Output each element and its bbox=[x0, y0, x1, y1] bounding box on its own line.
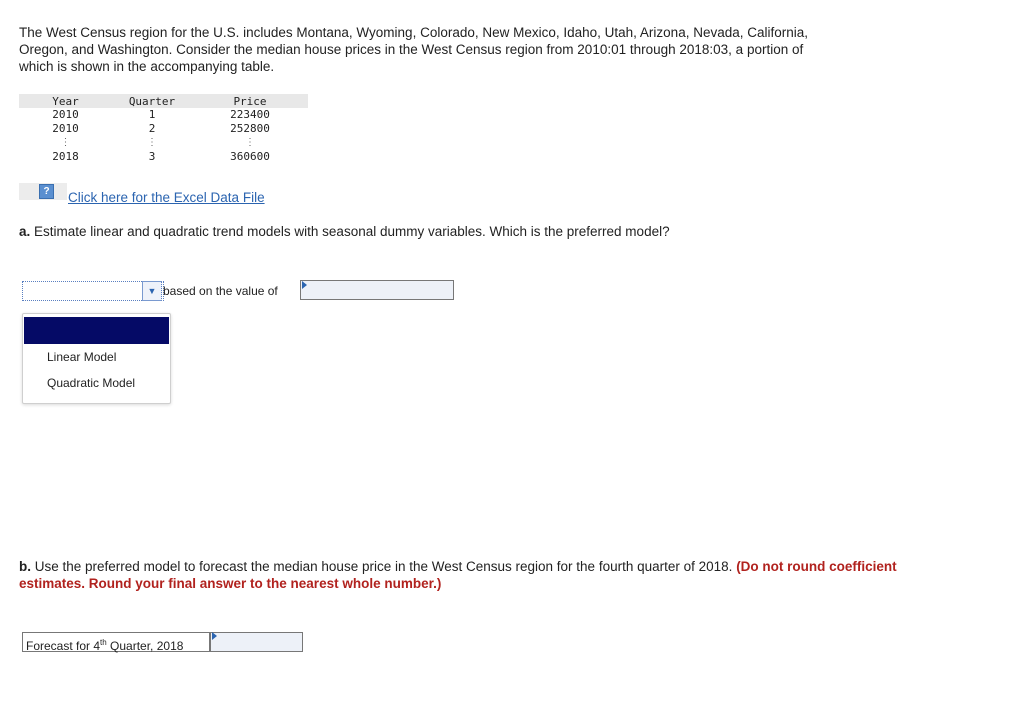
excel-data-file-link[interactable]: Click here for the Excel Data File bbox=[68, 190, 265, 205]
table-row bbox=[19, 122, 308, 136]
question-b-label: b. bbox=[19, 559, 31, 574]
cell-year: 2010 bbox=[52, 108, 79, 121]
intro-line-2: Oregon, and Washington. Consider the median house prices in the West Census region from 2010:01 through 2018:03, a portion of bbox=[19, 42, 804, 57]
dropdown-option-blank[interactable] bbox=[24, 317, 169, 344]
input-marker-icon bbox=[302, 281, 307, 289]
question-a-text: Estimate linear and quadratic trend models with seasonal dummy variables. Which is the preferred model? bbox=[34, 224, 670, 239]
forecast-label-suffix: Quarter, 2018 bbox=[106, 639, 184, 653]
question-b bbox=[19, 558, 919, 592]
cell-year: 2018 bbox=[52, 150, 79, 163]
question-a-label: a. bbox=[19, 224, 31, 239]
help-box[interactable] bbox=[19, 183, 67, 200]
question-b-instruction: (Do not round coefficient estimates. Round your final answer to the nearest whole number.) bbox=[19, 559, 897, 591]
input-marker-icon bbox=[212, 632, 217, 640]
question-a bbox=[19, 224, 670, 239]
question-b-text: Use the preferred model to forecast the median house price in the West Census region for the fourth quarter of 2018. bbox=[34, 559, 733, 574]
forecast-label-sup: th bbox=[100, 638, 107, 647]
table-row bbox=[19, 150, 308, 164]
criterion-input[interactable] bbox=[300, 280, 454, 300]
cell-year: 2010 bbox=[52, 122, 79, 135]
dropdown-option-linear[interactable]: Linear Model bbox=[47, 350, 117, 364]
forecast-label-prefix: Forecast for 4 bbox=[26, 639, 101, 653]
cell-quarter: 2 bbox=[148, 122, 156, 135]
forecast-label bbox=[22, 632, 210, 652]
header-quarter: Quarter bbox=[112, 94, 192, 108]
cell-price: 223400 bbox=[230, 108, 270, 121]
dropdown-arrow-icon[interactable]: ▼ bbox=[142, 281, 162, 301]
cell-price: 360600 bbox=[230, 150, 270, 163]
header-price: Price bbox=[192, 94, 308, 108]
cell-vdots: ⋮ bbox=[245, 137, 255, 148]
dropdown-menu bbox=[22, 313, 171, 404]
table-row bbox=[19, 108, 308, 122]
intro-line-3: which is shown in the accompanying table. bbox=[19, 59, 275, 74]
cell-vdots: ⋮ bbox=[60, 137, 71, 148]
problem-intro bbox=[19, 24, 899, 75]
table-header-row bbox=[19, 94, 308, 108]
table-row-ellipsis bbox=[19, 136, 308, 150]
intro-line-1: The West Census region for the U.S. includes Montana, Wyoming, Colorado, New Mexico, Idaho, Utah, Arizona, Nevada, California, bbox=[19, 25, 809, 40]
cell-vdots: ⋮ bbox=[147, 137, 157, 148]
cell-price: 252800 bbox=[230, 122, 270, 135]
cell-quarter: 1 bbox=[148, 108, 156, 121]
help-icon[interactable]: ? bbox=[39, 184, 54, 199]
based-on-label: based on the value of bbox=[163, 284, 278, 298]
data-table bbox=[19, 94, 308, 164]
dropdown-option-quadratic[interactable]: Quadratic Model bbox=[47, 376, 136, 390]
cell-quarter: 3 bbox=[148, 150, 156, 163]
forecast-input[interactable] bbox=[210, 632, 303, 652]
header-year: Year bbox=[19, 94, 112, 108]
